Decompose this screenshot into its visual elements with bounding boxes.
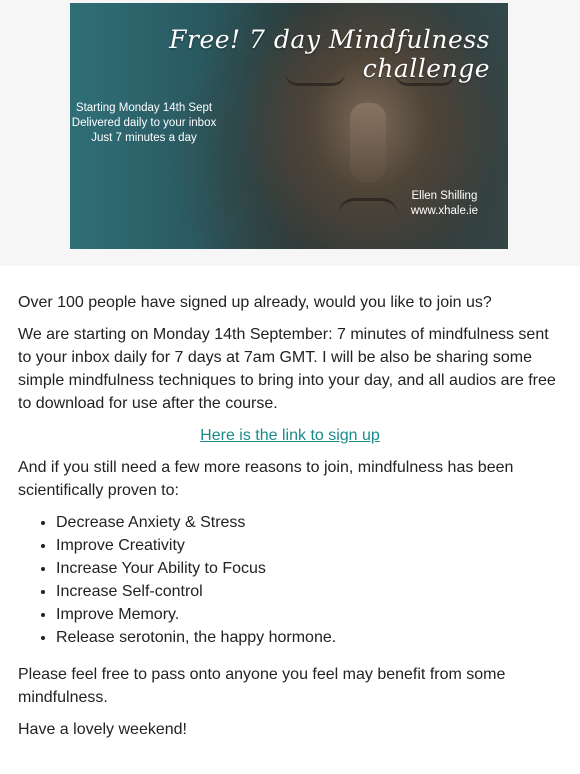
hero-subtitle-lines [70,101,218,146]
hero-line: Starting Monday 14th Sept [75,102,213,114]
list-item: • Improve Creativity [56,534,562,557]
hero-credit [411,189,478,219]
hero-line: Delivered daily to your inbox [71,117,217,129]
intro-paragraph: Over 100 people have signed up already, would you like to join us? [18,294,492,311]
hero-image [70,3,508,249]
list-item: • Decrease Anxiety & Stress [56,511,562,534]
details-paragraph: We are starting on Monday 14th September: 7 minutes of mindfulness sent to your inbox daily for 7 days at 7am GMT. I will be also be sharing some simple mindfulness techniques to bring into your day, and all audios are free to download for use after the course. [18,326,556,412]
list-item: • Release serotonin, the happy hormone. [56,626,562,649]
email-body [18,291,562,750]
hero-title: Free! 7 day Mindfulness challenge [169,25,490,83]
signoff: Have a lovely weekend! [18,721,187,738]
reasons-intro: And if you still need a few more reasons to join, mindfulness has been scientifically proven to: [18,459,514,499]
credit-name: Ellen Shilling [411,190,478,202]
list-item: • Improve Memory. [56,603,562,626]
hero-banner-area [0,0,580,266]
list-item: • Increase Self-control [56,580,562,603]
list-item: • Increase Your Ability to Focus [56,557,562,580]
statue-nose [350,103,386,183]
statue-lips [338,198,398,215]
reasons-list [18,511,562,649]
signup-link-line [18,424,562,447]
signup-link[interactable]: Here is the link to sign up [200,427,380,444]
hero-line: Just 7 minutes a day [91,132,197,144]
share-paragraph: Please feel free to pass onto anyone you feel may benefit from some mindfulness. [18,666,506,706]
credit-url: www.xhale.ie [410,205,478,217]
